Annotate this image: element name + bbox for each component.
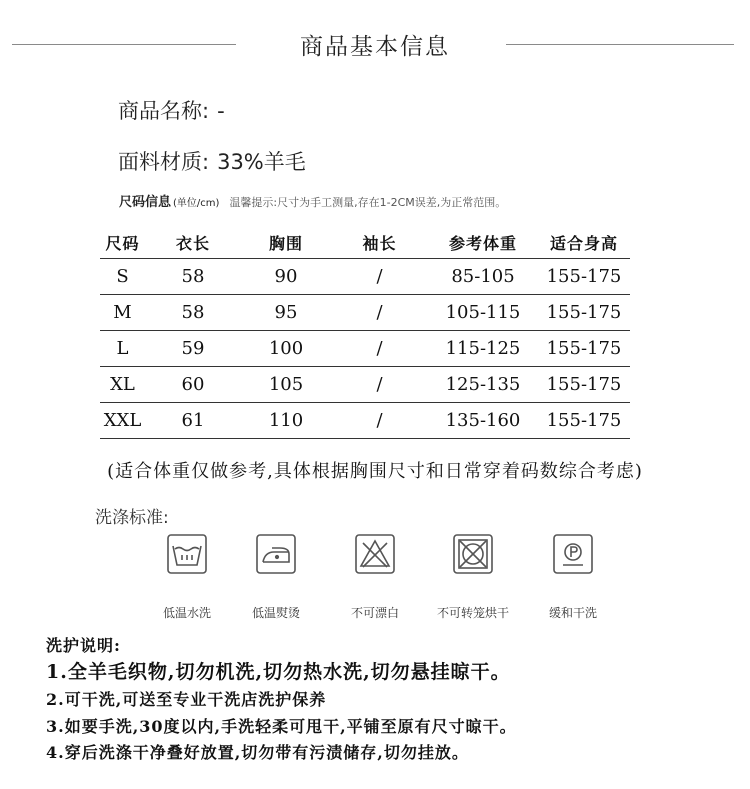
no-bleach-icon: [355, 534, 395, 574]
cell-weight: 125-135: [428, 367, 538, 403]
header-sleeve: 袖长: [362, 233, 397, 253]
cell-height: 155-175: [538, 259, 630, 295]
low-temp-wash-icon: [167, 534, 207, 574]
icon-label: 缓和干洗: [548, 606, 597, 620]
cell-sleeve: /: [331, 295, 428, 331]
cell-chest: 110: [241, 403, 331, 439]
cell-chest: 95: [241, 295, 331, 331]
product-name-value: -: [217, 99, 225, 123]
table-row: [100, 367, 630, 403]
care-item: 1.全羊毛织物,切勿机洗,切勿热水洗,切勿悬挂晾干。: [46, 661, 511, 683]
header-size: 尺码: [105, 233, 140, 253]
material-label: 面料材质:: [118, 150, 210, 174]
cell-sleeve: /: [331, 367, 428, 403]
cell-height: 155-175: [538, 403, 630, 439]
size-info-label: 尺码信息: [119, 195, 172, 210]
size-info-unit: (单位/cm): [173, 198, 220, 209]
cell-length: 59: [145, 331, 241, 367]
care-item: 3.如要手洗,30度以内,手洗轻柔可甩干,平铺至原有尺寸晾干。: [46, 717, 517, 736]
size-info: [119, 191, 506, 210]
header-length: 衣长: [175, 233, 210, 253]
cell-height: 155-175: [538, 331, 630, 367]
cell-weight: 135-160: [428, 403, 538, 439]
cell-length: 61: [145, 403, 241, 439]
no-tumble-dry-icon: [453, 534, 493, 574]
icon-label: 低温水洗: [162, 606, 211, 620]
size-info-tip: 温馨提示:尺寸为手工测量,存在1-2CM误差,为正常范围。: [229, 196, 507, 209]
gentle-dry-clean-icon: [553, 534, 593, 574]
washing-title: 洗涤标准:: [95, 508, 169, 528]
icon-label: 不可转笼烘干: [436, 606, 509, 620]
cell-length: 58: [145, 295, 241, 331]
cell-chest: 90: [241, 259, 331, 295]
header-height: 适合身高: [549, 233, 618, 253]
cell-weight: 85-105: [428, 259, 538, 295]
icon-label: 低温熨烫: [251, 606, 300, 620]
header-weight: 参考体重: [448, 233, 517, 253]
material-row: [118, 146, 306, 176]
product-name-row: [118, 95, 225, 125]
table-row: [100, 295, 630, 331]
cell-sleeve: /: [331, 331, 428, 367]
table-row: [100, 331, 630, 367]
icon-label: 不可漂白: [350, 606, 399, 620]
cell-size: XXL: [100, 403, 145, 439]
cell-chest: 100: [241, 331, 331, 367]
care-title: 洗护说明:: [46, 636, 121, 655]
cell-weight: 115-125: [428, 331, 538, 367]
cell-size: XL: [100, 367, 145, 403]
cell-chest: 105: [241, 367, 331, 403]
table-row: [100, 403, 630, 439]
cell-length: 60: [145, 367, 241, 403]
cell-sleeve: /: [331, 259, 428, 295]
cell-size: M: [100, 295, 145, 331]
table-row: [100, 259, 630, 295]
cell-height: 155-175: [538, 367, 630, 403]
material-value: 33%羊毛: [217, 150, 306, 174]
low-temp-iron-icon: [256, 534, 296, 574]
header-line-right: [506, 44, 734, 45]
size-note: (适合体重仅做参考,具体根据胸围尺寸和日常穿着码数综合考虑): [107, 461, 643, 482]
cell-size: L: [100, 331, 145, 367]
cell-length: 58: [145, 259, 241, 295]
cell-height: 155-175: [538, 295, 630, 331]
cell-weight: 105-115: [428, 295, 538, 331]
header-chest: 胸围: [268, 233, 303, 253]
care-item: 2.可干洗,可送至专业干洗店洗护保养: [46, 690, 327, 709]
care-item: 4.穿后洗涤干净叠好放置,切勿带有污渍储存,切勿挂放。: [46, 743, 469, 762]
product-name-label: 商品名称:: [118, 99, 210, 123]
size-table: [100, 226, 630, 439]
page-title: 商品基本信息: [300, 34, 450, 60]
cell-size: S: [100, 259, 145, 295]
cell-sleeve: /: [331, 403, 428, 439]
size-table-header: [100, 226, 630, 259]
